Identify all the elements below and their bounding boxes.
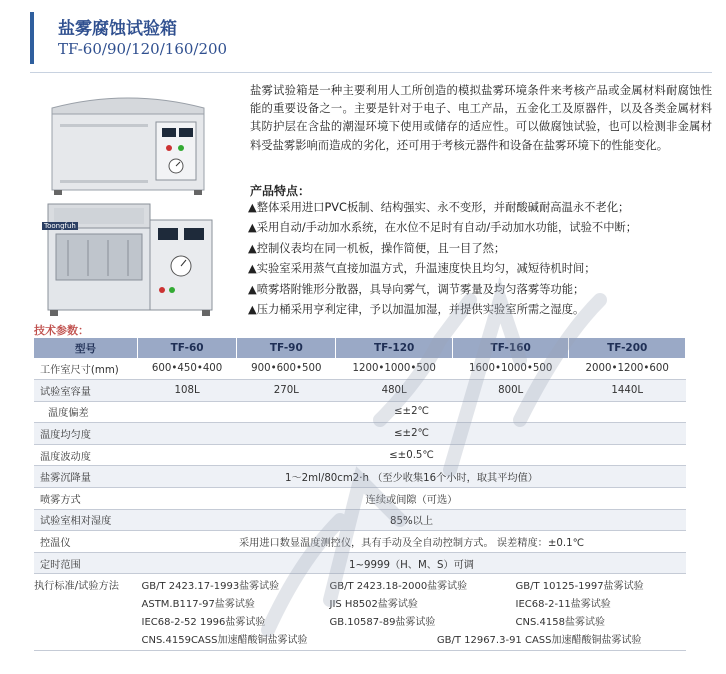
table-cell: 800L: [452, 380, 569, 402]
row-label: 温度波动度: [34, 444, 138, 466]
table-row: [34, 531, 686, 553]
params-label: 技术参数：: [34, 324, 89, 337]
table-cell: ≤±2℃: [138, 401, 686, 423]
standard-item: GB/T 10125-1997盐雾试验: [515, 581, 644, 593]
table-cell: 1440L: [569, 380, 686, 402]
accent-bar: [30, 12, 34, 64]
row-label: 试验室相对湿度: [34, 509, 138, 531]
table-row: [34, 574, 686, 651]
intro-paragraph: 盐雾试验箱是一种主要利用人工所创造的模拟盐雾环境条件来考核产品或金属材料耐腐蚀性能的重要设备之一。主要是针对于电子、电工产品，五金化工及原器件，以及各类金属材料其防护层在含盐的潮湿环境下使用或储存的适应性。可以做腐蚀试验，也可以检测非金属材料受盐雾影响而造成的劣化，还可用于考核元器件和设备在盐雾环境下的性能变化。: [250, 84, 712, 152]
feature-item: ▲控制仪表均在同一机板，操作简便，且一目了然；: [248, 241, 506, 255]
table-cell: 600•450•400: [138, 358, 237, 380]
standard-item: GB/T 2423.18-2000盐雾试验: [329, 581, 468, 593]
feature-item: ▲采用自动/手动加水系统，在水位不足时有自动/手动加水功能，试验不中断；: [248, 221, 638, 235]
standards-grid: [138, 574, 686, 632]
standard-item: GB.10587-89盐雾试验: [329, 617, 436, 629]
table-cell: 采用进口数显温度测控仪，具有手动及全自动控制方式。 误差精度：±0.1℃: [138, 531, 686, 553]
standard-item: CNS.4158盐雾试验: [515, 617, 605, 629]
row-label: 喷雾方式: [34, 488, 138, 510]
feature-item: ▲压力桶采用亨利定律，予以加温加湿，并提供实验室所需之湿度。: [248, 303, 585, 317]
table-cell: 1～2ml/80cm2·h （至少收集16个小时，取其平均值）: [138, 466, 686, 488]
standards-last-row: [138, 632, 686, 650]
table-cell: 2000•1200•600: [569, 358, 686, 380]
header-divider: [30, 72, 712, 73]
header-cell: 型号: [34, 338, 138, 358]
table-row: [34, 552, 686, 574]
table-row: [34, 401, 686, 423]
standard-item: GB/T 2423.17-1993盐雾试验: [141, 581, 280, 593]
table-cell: 900•600•500: [237, 358, 336, 380]
features-list: [248, 198, 714, 320]
table-row: [34, 358, 686, 380]
standard-item: IEC68-2-52 1996盐雾试验: [141, 617, 266, 629]
row-label: 控温仪: [34, 531, 138, 553]
row-label: 工作室尺寸(mm): [34, 358, 138, 380]
table-row: [34, 423, 686, 445]
row-label: 温度均匀度: [34, 423, 138, 445]
header-cell: TF-160: [452, 338, 569, 358]
brand-mark: Toongfuh: [44, 222, 76, 230]
table-cell: 270L: [237, 380, 336, 402]
table-cell: 1200•1000•500: [336, 358, 453, 380]
row-label: 盐雾沉降量: [34, 466, 138, 488]
model-list: TF-60/90/120/160/200: [58, 40, 228, 58]
features-title: 产品特点：: [250, 184, 311, 198]
row-label: 执行标准/试验方法: [34, 574, 138, 651]
header-cell: TF-60: [138, 338, 237, 358]
table-cell: 85%以上: [138, 509, 686, 531]
row-label: 定时范围: [34, 552, 138, 574]
row-label: 温度偏差: [34, 401, 138, 423]
salt-spray-chamber-closed-image: [40, 84, 216, 196]
header-cell: TF-120: [336, 338, 453, 358]
table-row: [34, 444, 686, 466]
table-cell: 480L: [336, 380, 453, 402]
standards-cell: [138, 574, 686, 651]
product-photos: [34, 80, 224, 320]
feature-item: ▲整体采用进口PVC板制、结构强实、永不变形，并耐酸碱耐高温永不老化；: [248, 201, 630, 214]
table-cell: 连续或间隙（可选）: [138, 488, 686, 510]
table-cell: 1~9999（H、M、S）可调: [138, 552, 686, 574]
header-cell: TF-200: [569, 338, 686, 358]
standard-item: ASTM.B117-97盐雾试验: [141, 599, 255, 611]
header-cell: TF-90: [237, 338, 336, 358]
feature-item: ▲实验室采用蒸气直接加温方式，升温速度快且均匀，减短待机时间；: [248, 262, 596, 276]
salt-spray-chamber-open-image: [38, 200, 220, 318]
table-row: [34, 380, 686, 402]
standard-item: JIS H8502盐雾试验: [329, 599, 418, 611]
page-title: 盐雾腐蚀试验箱: [58, 19, 177, 39]
table-cell: 1600•1000•500: [452, 358, 569, 380]
standard-item: CNS.4159CASS加速醋酸铜盐雾试验: [141, 635, 308, 647]
feature-item: ▲喷雾塔附锥形分散器，具导向雾气，调节雾量及均匀落雾等功能；: [248, 282, 585, 296]
standard-item: GB/T 12967.3-91 CASS加速醋酸铜盐雾试验: [436, 635, 642, 647]
table-row: [34, 509, 686, 531]
table-cell: 108L: [138, 380, 237, 402]
standard-item: IEC68-2-11盐雾试验: [515, 599, 611, 611]
table-cell: ≤±0.5℃: [138, 444, 686, 466]
page-header: [0, 0, 726, 80]
row-label: 试验室容量: [34, 380, 138, 402]
table-row: [34, 466, 686, 488]
table-header-row: [34, 338, 686, 358]
table-cell: ≤±2℃: [138, 423, 686, 445]
spec-table: [34, 338, 686, 651]
table-row: [34, 488, 686, 510]
